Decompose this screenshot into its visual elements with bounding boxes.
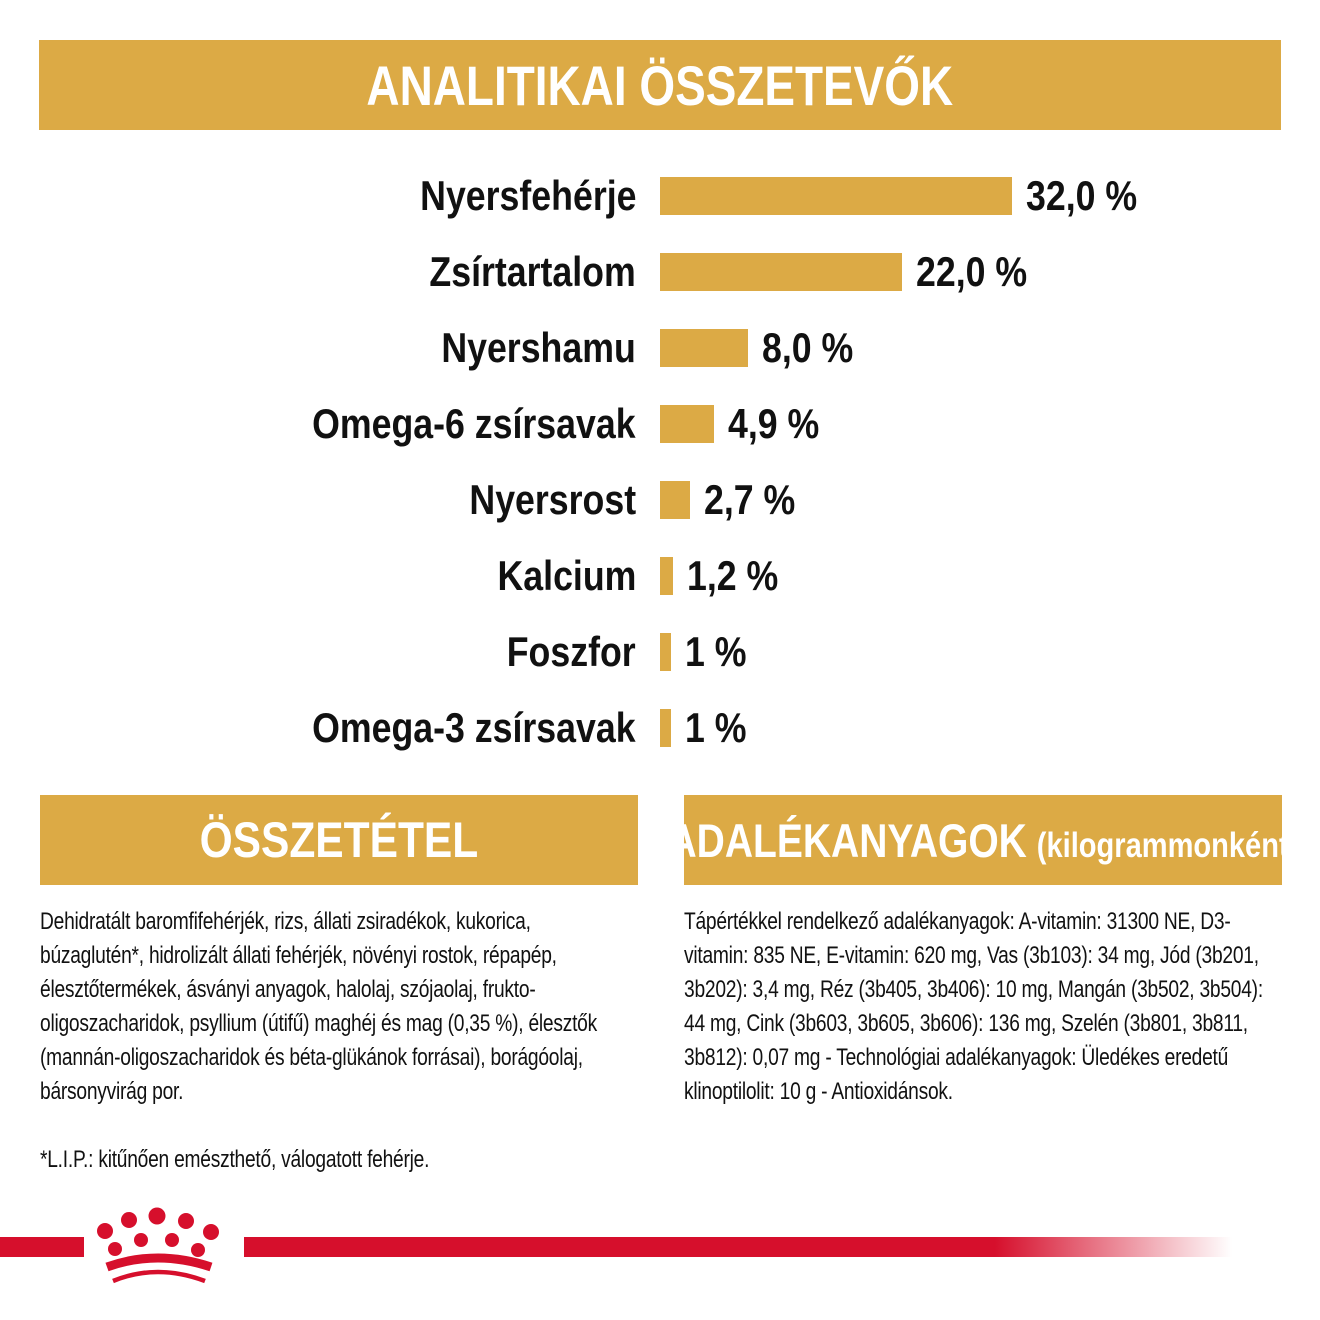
additives-section bbox=[668, 795, 1298, 1177]
chart-row bbox=[40, 538, 1280, 614]
chart-row bbox=[40, 234, 1280, 310]
additives-body: Tápértékkel rendelkező adalékanyagok: A-vitamin: 31300 NE, D3-vitamin: 835 NE, E-vitamin: 620 mg, Vas (3b103): 34 mg, Jód (3b201, 3b202): 3,4 mg, Réz (3b405, 3b406): 10 mg, Mangán (3b502, 3b504): 44 mg, Cink (3b603, 3b605, 3b606): 136 mg, Szelén (3b801, 3b811, 3b812): 0,07 mg - Technológiai adalékanyagok: Üledékes eredetű klinoptilolit: 10 g - Antioxidánsok. bbox=[684, 908, 1263, 1105]
nutrient-label bbox=[40, 400, 660, 448]
nutrient-label bbox=[40, 704, 660, 752]
nutrient-label bbox=[40, 552, 660, 600]
nutrient-bar bbox=[660, 709, 671, 747]
composition-title: ÖSSZETÉTEL bbox=[199, 812, 479, 868]
nutrient-value bbox=[916, 248, 1047, 296]
chart-row bbox=[40, 462, 1280, 538]
nutrient-value-text: 32,0 % bbox=[1026, 172, 1138, 219]
nutrient-value bbox=[704, 476, 811, 524]
nutrient-label-text: Omega-3 zsírsavak bbox=[312, 704, 636, 751]
nutrient-value-text: 1 % bbox=[685, 704, 747, 751]
nutrient-label-text: Kalcium bbox=[497, 552, 636, 599]
nutrient-value-text: 22,0 % bbox=[916, 248, 1028, 295]
nutrient-bar bbox=[660, 177, 1012, 215]
nutrient-value-text: 2,7 % bbox=[704, 476, 796, 523]
nutrient-bar bbox=[660, 329, 748, 367]
nutrient-label-text: Foszfor bbox=[507, 628, 636, 675]
analytical-header-band bbox=[39, 40, 1281, 130]
additives-subtitle: (kilogrammonként) bbox=[1036, 825, 1298, 865]
nutrient-bar bbox=[660, 253, 902, 291]
composition-body: Dehidratált baromfifehérjék, rizs, állati zsiradékok, kukorica, búzaglutén*, hidrolizált állati fehérjék, növényi rostok, répapép, élesztőtermékek, ásványi anyagok, halolaj, szójaolaj, frukto-oligoszacharidok, psyllium (útifű) maghéj és mag (0,35 %), élesztők (mannán-oligoszacharidok és béta-glükánok forrásai), borágóolaj, bársonyvirág por. bbox=[40, 908, 597, 1105]
nutrient-bar bbox=[660, 481, 690, 519]
nutrient-label bbox=[40, 476, 660, 524]
nutrient-label bbox=[40, 248, 660, 296]
nutrient-value-text: 8,0 % bbox=[762, 324, 854, 371]
nutrient-bar bbox=[660, 557, 673, 595]
additives-header-band bbox=[668, 795, 1298, 885]
nutrient-value bbox=[762, 324, 869, 372]
nutrient-label-text: Nyershamu bbox=[441, 324, 636, 371]
nutrient-label bbox=[40, 628, 660, 676]
sections-row bbox=[40, 795, 1298, 1177]
nutrient-value bbox=[685, 704, 757, 752]
chart-row bbox=[40, 614, 1280, 690]
chart-row bbox=[40, 386, 1280, 462]
nutrient-value bbox=[685, 628, 757, 676]
nutrient-label-text: Zsírtartalom bbox=[429, 248, 636, 295]
nutrient-bar bbox=[660, 405, 714, 443]
nutrient-value bbox=[728, 400, 835, 448]
brand-stripe-left bbox=[0, 1237, 84, 1257]
composition-header-band bbox=[40, 795, 638, 885]
nutrient-value-text: 4,9 % bbox=[728, 400, 820, 447]
brand-stripe-right bbox=[244, 1237, 1232, 1257]
composition-footnote: *L.I.P.: kitűnően emészthető, válogatott fehérje. bbox=[40, 1146, 430, 1173]
nutrient-label-text: Nyersrost bbox=[469, 476, 636, 523]
nutrient-label-text: Omega-6 zsírsavak bbox=[312, 400, 636, 447]
nutrient-bar bbox=[660, 633, 671, 671]
composition-section bbox=[40, 795, 638, 1177]
analytical-header-title: ANALITIKAI ÖSSZETEVŐK bbox=[366, 53, 954, 117]
nutrient-value bbox=[687, 552, 794, 600]
analytical-bar-chart bbox=[40, 158, 1280, 766]
nutrient-value-text: 1,2 % bbox=[687, 552, 779, 599]
nutrient-value bbox=[1026, 172, 1157, 220]
nutrient-value-text: 1 % bbox=[685, 628, 747, 675]
royal-canin-crown-logo-icon bbox=[97, 1207, 221, 1291]
nutrient-label bbox=[40, 172, 660, 220]
chart-row bbox=[40, 310, 1280, 386]
chart-row bbox=[40, 158, 1280, 234]
nutrient-label-text: Nyersfehérje bbox=[419, 172, 636, 219]
chart-row bbox=[40, 690, 1280, 766]
nutrient-label bbox=[40, 324, 660, 372]
additives-title: ADALÉKANYAGOK bbox=[668, 813, 1027, 867]
